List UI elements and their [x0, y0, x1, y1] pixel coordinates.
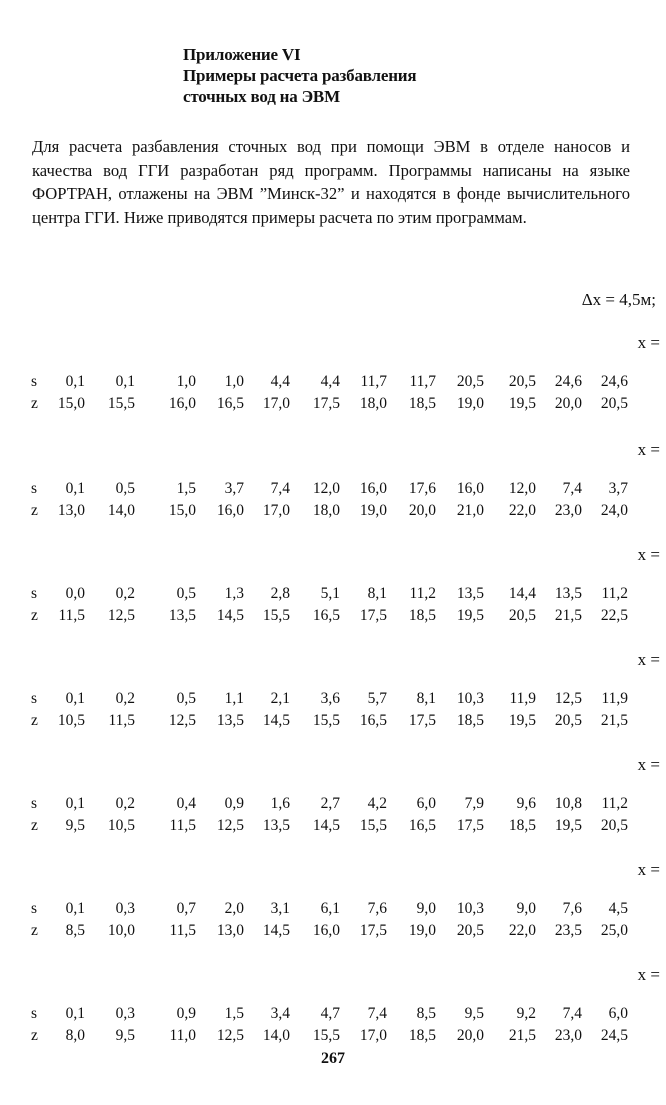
table-cell: 0,9 — [176, 1005, 196, 1022]
table-cell: 13,5 — [262, 817, 290, 834]
table-cell: 5,1 — [320, 585, 340, 602]
table-cell: 10,3 — [456, 900, 484, 917]
table-cell: 0,3 — [115, 900, 135, 917]
table-cell: 16,0 — [456, 480, 484, 497]
table-cell: 12,0 — [312, 480, 340, 497]
x-label: x = — [637, 333, 660, 352]
x-label: x = — [637, 545, 660, 564]
table-cell: 16,0 — [359, 480, 387, 497]
table-cell: 17,5 — [408, 712, 436, 729]
s-row — [0, 900, 666, 922]
table-cell: 11,2 — [409, 585, 436, 602]
page-number: 267 — [321, 1050, 345, 1067]
table-cell: 16,0 — [216, 502, 244, 519]
dx-label: Δx = 4,5м; — [581, 290, 656, 309]
x-label: x = — [637, 965, 660, 984]
table-cell: 8,0 — [65, 1027, 85, 1044]
table-cell: 7,4 — [562, 480, 582, 497]
table-cell: 16,5 — [359, 712, 387, 729]
table-cell: 16,5 — [216, 395, 244, 412]
table-cell: 0,1 — [65, 480, 85, 497]
row-label: s — [31, 1005, 38, 1022]
z-row — [0, 712, 666, 734]
table-cell: 17,6 — [408, 480, 436, 497]
table-cell: 1,0 — [224, 373, 244, 390]
intro-paragraph: Для расчета разбавления сточных вод при помощи ЭВМ в отделе наносов и качества вод ГГИ разработан ряд программ. Программы написаны на языке ФОРТРАН, отлажены на ЭВМ ”Минск-32” и находятся в фонде вычислительного центра ГГИ. Ниже приводятся примеры расчета по этим программам. — [32, 137, 630, 227]
table-cell: 8,1 — [367, 585, 387, 602]
row-label: z — [31, 817, 38, 834]
table-cell: 11,5 — [108, 712, 135, 729]
table-cell: 19,5 — [508, 395, 536, 412]
table-cell: 0,1 — [65, 373, 85, 390]
row-label: z — [31, 712, 38, 729]
table-cell: 18,5 — [408, 607, 436, 624]
table-cell: 7,6 — [367, 900, 387, 917]
table-cell: 10,5 — [107, 817, 135, 834]
heading-line-2: Примеры расчета разбавления — [183, 66, 417, 85]
table-cell: 21,5 — [508, 1027, 536, 1044]
table-cell: 8,5 — [65, 922, 85, 939]
table-cell: 13,5 — [168, 607, 196, 624]
table-cell: 9,2 — [516, 1005, 536, 1022]
table-cell: 2,8 — [270, 585, 290, 602]
table-cell: 19,0 — [408, 922, 436, 939]
table-cell: 1,3 — [224, 585, 244, 602]
table-cell: 0,1 — [65, 900, 85, 917]
table-cell: 12,5 — [107, 607, 135, 624]
table-cell: 0,0 — [65, 585, 85, 602]
table-cell: 3,6 — [320, 690, 340, 707]
table-cell: 20,5 — [600, 395, 628, 412]
table-cell: 13,5 — [554, 585, 582, 602]
table-cell: 19,5 — [554, 817, 582, 834]
table-cell: 7,4 — [367, 1005, 387, 1022]
table-cell: 4,5 — [608, 900, 628, 917]
z-row — [0, 817, 666, 839]
s-row — [0, 373, 666, 395]
table-cell: 0,1 — [115, 373, 135, 390]
table-cell: 8,1 — [416, 690, 436, 707]
row-label: s — [31, 690, 38, 707]
table-cell: 20,0 — [456, 1027, 484, 1044]
table-cell: 9,5 — [115, 1027, 135, 1044]
table-cell: 0,3 — [115, 1005, 135, 1022]
table-cell: 12,5 — [554, 690, 582, 707]
table-cell: 0,4 — [176, 795, 196, 812]
table-cell: 23,0 — [554, 502, 582, 519]
table-cell: 17,5 — [359, 607, 387, 624]
table-cell: 7,6 — [562, 900, 582, 917]
table-cell: 2,7 — [320, 795, 340, 812]
table-cell: 9,5 — [464, 1005, 484, 1022]
table-cell: 3,1 — [270, 900, 290, 917]
table-cell: 0,1 — [65, 690, 85, 707]
table-cell: 11,5 — [169, 922, 196, 939]
table-cell: 10,3 — [456, 690, 484, 707]
table-cell: 7,4 — [270, 480, 290, 497]
table-cell: 14,5 — [262, 922, 290, 939]
table-cell: 18,5 — [456, 712, 484, 729]
table-cell: 3,7 — [608, 480, 628, 497]
table-cell: 15,5 — [312, 712, 340, 729]
table-cell: 5,7 — [367, 690, 387, 707]
x-label: x = — [637, 440, 660, 459]
table-cell: 15,0 — [168, 502, 196, 519]
s-row — [0, 585, 666, 607]
table-cell: 20,5 — [456, 922, 484, 939]
heading-line-3: сточных вод на ЭВМ — [183, 87, 340, 106]
table-cell: 0,1 — [65, 795, 85, 812]
x-label: x = — [637, 650, 660, 669]
table-cell: 4,7 — [320, 1005, 340, 1022]
table-cell: 25,0 — [600, 922, 628, 939]
table-cell: 9,5 — [65, 817, 85, 834]
z-row — [0, 607, 666, 629]
table-cell: 14,4 — [508, 585, 536, 602]
table-cell: 11,5 — [58, 607, 85, 624]
z-row — [0, 1027, 666, 1049]
table-cell: 23,5 — [554, 922, 582, 939]
x-label: x = — [637, 755, 660, 774]
table-cell: 20,5 — [554, 712, 582, 729]
table-cell: 10,8 — [554, 795, 582, 812]
row-label: s — [31, 480, 38, 497]
table-cell: 17,5 — [359, 922, 387, 939]
table-cell: 1,5 — [224, 1005, 244, 1022]
table-cell: 9,0 — [516, 900, 536, 917]
table-cell: 19,5 — [456, 607, 484, 624]
s-row — [0, 795, 666, 817]
table-cell: 0,9 — [224, 795, 244, 812]
table-cell: 2,0 — [224, 900, 244, 917]
table-cell: 18,5 — [408, 395, 436, 412]
row-label: z — [31, 502, 38, 519]
table-cell: 18,0 — [312, 502, 340, 519]
heading-line-1: Приложение VI — [183, 45, 301, 64]
table-cell: 24,5 — [600, 1027, 628, 1044]
table-cell: 17,0 — [262, 395, 290, 412]
row-label: s — [31, 795, 38, 812]
z-row — [0, 395, 666, 417]
table-cell: 7,4 — [562, 1005, 582, 1022]
table-cell: 16,5 — [408, 817, 436, 834]
z-row — [0, 502, 666, 524]
table-cell: 21,5 — [600, 712, 628, 729]
table-cell: 12,5 — [216, 817, 244, 834]
table-cell: 14,5 — [312, 817, 340, 834]
table-cell: 0,5 — [115, 480, 135, 497]
table-cell: 14,0 — [107, 502, 135, 519]
table-cell: 20,0 — [554, 395, 582, 412]
table-cell: 9,6 — [516, 795, 536, 812]
table-cell: 21,0 — [456, 502, 484, 519]
table-cell: 19,5 — [508, 712, 536, 729]
table-cell: 4,2 — [367, 795, 387, 812]
table-cell: 12,5 — [216, 1027, 244, 1044]
s-row — [0, 690, 666, 712]
table-cell: 0,1 — [65, 1005, 85, 1022]
table-cell: 0,2 — [115, 795, 135, 812]
table-cell: 10,0 — [107, 922, 135, 939]
table-cell: 11,2 — [601, 795, 628, 812]
table-cell: 19,0 — [359, 502, 387, 519]
table-cell: 1,0 — [176, 373, 196, 390]
table-cell: 20,0 — [408, 502, 436, 519]
table-cell: 2,1 — [270, 690, 290, 707]
z-row — [0, 922, 666, 944]
table-cell: 6,0 — [608, 1005, 628, 1022]
table-cell: 3,4 — [270, 1005, 290, 1022]
table-cell: 19,0 — [456, 395, 484, 412]
table-cell: 11,9 — [601, 690, 628, 707]
table-cell: 18,0 — [359, 395, 387, 412]
row-label: s — [31, 900, 38, 917]
row-label: z — [31, 607, 38, 624]
table-cell: 20,5 — [508, 373, 536, 390]
table-cell: 12,0 — [508, 480, 536, 497]
table-cell: 13,0 — [216, 922, 244, 939]
table-cell: 15,5 — [359, 817, 387, 834]
table-cell: 23,0 — [554, 1027, 582, 1044]
table-cell: 22,0 — [508, 502, 536, 519]
table-cell: 0,7 — [176, 900, 196, 917]
s-row — [0, 1005, 666, 1027]
table-cell: 24,6 — [554, 373, 582, 390]
table-cell: 24,6 — [600, 373, 628, 390]
table-cell: 11,0 — [169, 1027, 196, 1044]
table-cell: 21,5 — [554, 607, 582, 624]
table-cell: 9,0 — [416, 900, 436, 917]
row-label: z — [31, 395, 38, 412]
row-label: z — [31, 1027, 38, 1044]
table-cell: 1,1 — [224, 690, 244, 707]
table-cell: 0,5 — [176, 585, 196, 602]
table-cell: 13,0 — [57, 502, 85, 519]
table-cell: 17,0 — [262, 502, 290, 519]
table-cell: 15,0 — [57, 395, 85, 412]
table-cell: 18,5 — [508, 817, 536, 834]
table-cell: 24,0 — [600, 502, 628, 519]
row-label: z — [31, 922, 38, 939]
table-cell: 1,6 — [270, 795, 290, 812]
table-cell: 20,5 — [456, 373, 484, 390]
table-cell: 1,5 — [176, 480, 196, 497]
s-row — [0, 480, 666, 502]
table-cell: 10,5 — [57, 712, 85, 729]
table-cell: 0,5 — [176, 690, 196, 707]
table-cell: 22,0 — [508, 922, 536, 939]
row-label: s — [31, 585, 38, 602]
table-cell: 3,7 — [224, 480, 244, 497]
table-cell: 18,5 — [408, 1027, 436, 1044]
table-cell: 6,0 — [416, 795, 436, 812]
table-cell: 14,0 — [262, 1027, 290, 1044]
appendix-heading — [183, 44, 416, 107]
table-cell: 11,7 — [409, 373, 436, 390]
table-cell: 11,5 — [169, 817, 196, 834]
table-cell: 0,2 — [115, 585, 135, 602]
table-cell: 22,5 — [600, 607, 628, 624]
table-cell: 6,1 — [320, 900, 340, 917]
x-label: x = — [637, 860, 660, 879]
row-label: s — [31, 373, 38, 390]
table-cell: 13,5 — [456, 585, 484, 602]
table-cell: 16,0 — [168, 395, 196, 412]
table-cell: 15,5 — [262, 607, 290, 624]
table-cell: 11,9 — [509, 690, 536, 707]
table-cell: 14,5 — [262, 712, 290, 729]
table-cell: 13,5 — [216, 712, 244, 729]
table-cell: 12,5 — [168, 712, 196, 729]
table-cell: 4,4 — [320, 373, 340, 390]
table-cell: 7,9 — [464, 795, 484, 812]
table-cell: 0,2 — [115, 690, 135, 707]
table-cell: 17,5 — [456, 817, 484, 834]
table-cell: 4,4 — [270, 373, 290, 390]
table-cell: 8,5 — [416, 1005, 436, 1022]
table-cell: 15,5 — [312, 1027, 340, 1044]
table-cell: 11,2 — [601, 585, 628, 602]
table-cell: 16,0 — [312, 922, 340, 939]
table-cell: 20,5 — [508, 607, 536, 624]
table-cell: 14,5 — [216, 607, 244, 624]
table-cell: 15,5 — [107, 395, 135, 412]
table-cell: 17,0 — [359, 1027, 387, 1044]
table-cell: 20,5 — [600, 817, 628, 834]
table-cell: 16,5 — [312, 607, 340, 624]
table-cell: 17,5 — [312, 395, 340, 412]
table-cell: 11,7 — [360, 373, 387, 390]
